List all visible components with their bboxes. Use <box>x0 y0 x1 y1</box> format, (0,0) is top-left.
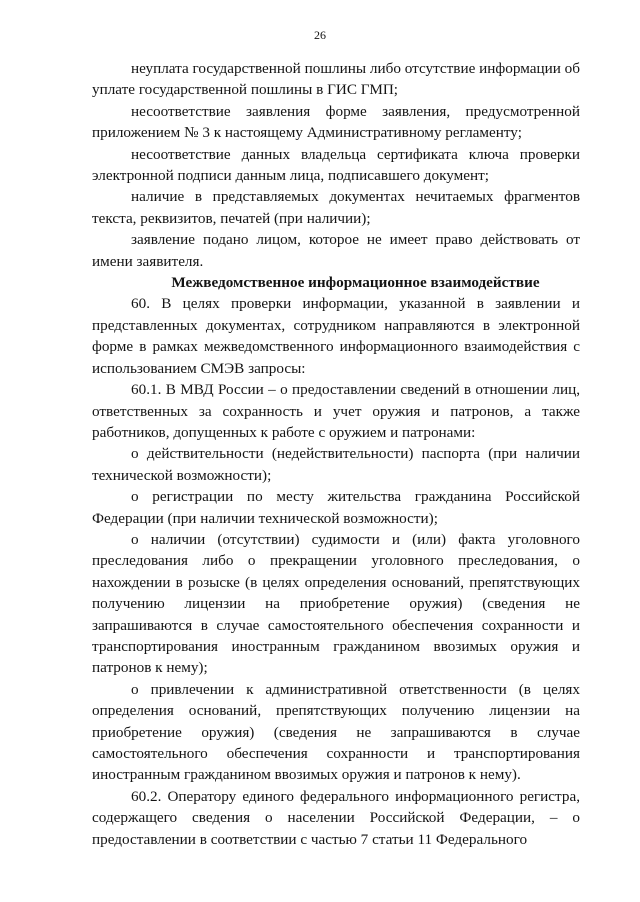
paragraph: наличие в представляемых документах нечитаемых фрагментов текста, реквизитов, печатей (при наличии); <box>92 188 580 227</box>
section-heading: Межведомственное информационное взаимодействие <box>171 274 540 292</box>
paragraph: 60.1. В МВД России – о предоставлении сведений в отношении лиц, ответственных за сохранность и учет оружия и патронов, а также работников, допущенных к работе с оружием и патронами: <box>92 381 580 441</box>
paragraph: несоответствие заявления форме заявления, предусмотренной приложением № 3 к настоящему Административному регламенту; <box>92 102 580 142</box>
paragraph: несоответствие данных владельца сертификата ключа проверки электронной подписи данным лица, подписавшего документ; <box>92 145 580 185</box>
paragraph: о действительности (недействительности) паспорта (при наличии технической возможности); <box>92 445 580 484</box>
paragraph: неуплата государственной пошлины либо отсутствие информации об уплате государственной пошлины в ГИС ГМП; <box>92 60 580 99</box>
document-body <box>92 58 580 850</box>
paragraph: 60. В целях проверки информации, указанной в заявлении и представленных документах, сотрудником направляются в электронной форме в рамках межведомственного информационного взаимодействия с использованием СМЭВ запросы: <box>92 295 580 377</box>
paragraph: 60.2. Оператору единого федерального информационного регистра, содержащего сведения о населении Российской Федерации, – о предоставлении в соответствии с частью 7 статьи 11 Федерального <box>92 787 580 848</box>
paragraph: о наличии (отсутствии) судимости и (или) факта уголовного преследования либо о прекращении уголовного преследования, о нахождении в розыске (в целях определения оснований, препятствующих получению лицензии на приобретение оружия) (сведения не запрашиваются в случае самостоятельного обеспечения сохранности и транспортирования иностранным гражданином ввозимых оружия и патронов к нему); <box>92 530 580 677</box>
paragraph: о регистрации по месту жительства гражданина Российской Федерации (при наличии технической возможности); <box>92 488 580 527</box>
paragraph: о привлечении к административной ответственности (в целях определения оснований, препятствующих получению лицензии на приобретение оружия) (сведения не запрашиваются в случае самостоятельного обеспечения сохранности и транспортирования иностранным гражданином ввозимых оружия и патронов к нему). <box>92 680 580 784</box>
page-number: 26 <box>314 28 326 42</box>
paragraph: заявление подано лицом, которое не имеет право действовать от имени заявителя. <box>92 231 580 270</box>
